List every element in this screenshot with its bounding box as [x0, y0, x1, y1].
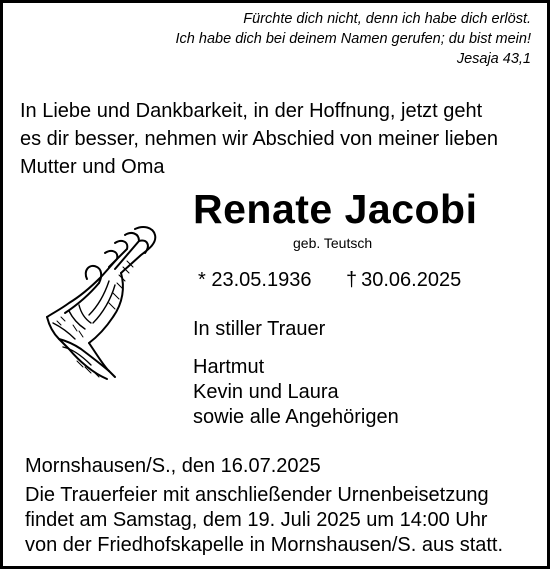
- deceased-name: Renate Jacobi: [193, 186, 478, 232]
- place-date: Mornshausen/S., den 16.07.2025: [25, 455, 321, 477]
- life-dates: [198, 269, 461, 292]
- intro-line-1: In Liebe und Dankbarkeit, in der Hoffnung, jetzt geht: [20, 100, 483, 122]
- service-line-2: findet am Samstag, dem 19. Juli 2025 um 14:00 Uhr: [25, 509, 488, 531]
- verse-line-1: Fürchte dich nicht, denn ich habe dich erlöst.: [243, 11, 531, 27]
- verse-line-2: Ich habe dich bei deinem Namen gerufen; du bist mein!: [175, 31, 531, 47]
- birth-date: [198, 269, 346, 292]
- cross-icon: †: [346, 269, 358, 291]
- bible-verse: [176, 9, 531, 69]
- funeral-service-info: [25, 483, 545, 558]
- birth-date-value: 23.05.1936: [211, 269, 312, 291]
- service-line-1: Die Trauerfeier mit anschließender Urnenbeisetzung: [25, 484, 489, 506]
- birth-symbol: *: [198, 269, 206, 291]
- intro-line-3: Mutter und Oma: [20, 156, 165, 178]
- death-date-value: 30.06.2025: [361, 269, 462, 291]
- verse-source: Jesaja 43,1: [456, 51, 531, 67]
- mourner-name: Kevin und Laura: [193, 381, 339, 403]
- service-line-3: von der Friedhofskapelle in Mornshausen/S. aus statt.: [25, 534, 504, 556]
- death-date: [346, 269, 461, 292]
- mourner-name: sowie alle Angehörigen: [193, 406, 399, 428]
- mourner-name: Hartmut: [193, 356, 265, 378]
- intro-text: [20, 97, 535, 181]
- mourners-list: [193, 355, 399, 430]
- mourning-heading: In stiller Trauer: [193, 318, 326, 340]
- birth-name: geb. Teutsch: [293, 235, 373, 251]
- praying-hands-icon: [39, 221, 164, 383]
- intro-line-2: es dir besser, nehmen wir Abschied von meiner lieben: [20, 128, 499, 150]
